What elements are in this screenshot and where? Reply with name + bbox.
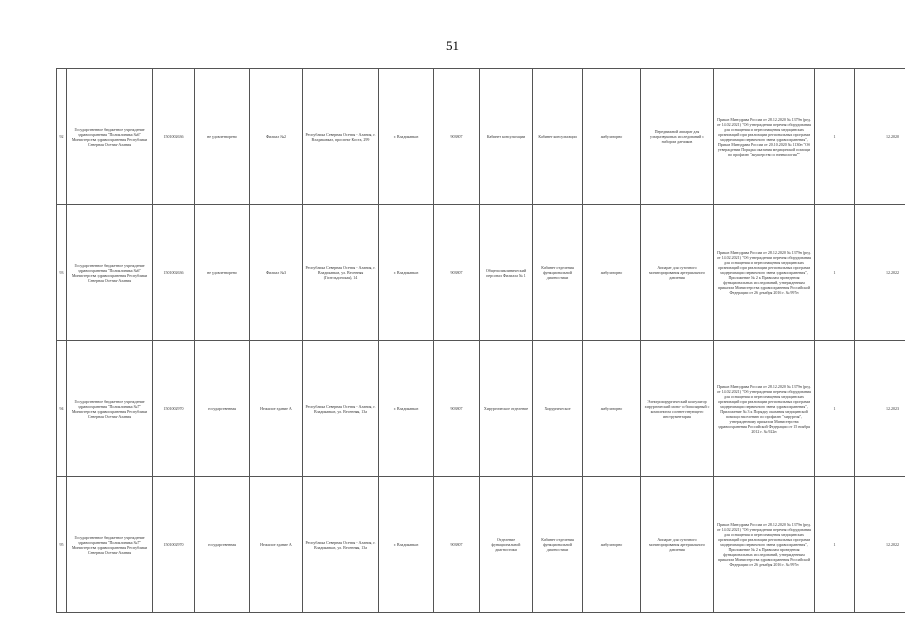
code-cell: 903807 bbox=[434, 341, 480, 477]
unit-cell: Кабинет консультации bbox=[480, 69, 533, 205]
legal-basis-cell: Приказ Минздрава России от 28.12.2020 № 1379н (ред. от 14.02.2021) "Об утверждении перечня оборудования для оснащения и переоснащения медицинских организаций при реализации региональных программ модернизации первичного звена здравоохранения", Приказ Минздрава России от 20.10.2020 № 1130н "Об утверждении Порядка оказания медицинской помощи по профилю "акушерство и гинекология"" bbox=[714, 69, 815, 205]
division-cell: Филиал №3 bbox=[250, 205, 303, 341]
quantity-cell: 1 bbox=[815, 205, 855, 341]
quantity-cell: 1 bbox=[815, 69, 855, 205]
address-cell: Республика Северная Осетия - Алания, г. Владикавказ, проспект Коста, 299 bbox=[303, 69, 379, 205]
table-row bbox=[57, 205, 905, 341]
date-cell: 12.2022 bbox=[855, 205, 905, 341]
unit-cell: Хирургическое отделение bbox=[480, 341, 533, 477]
legal-basis-cell: Приказ Минздрава России от 28.12.2020 № 1379н (ред. от 14.02.2021) "Об утверждении перечня оборудования для оснащения и переоснащения медицинских организаций при реализации региональных программ модернизации первичного звена здравоохранения", Приложение № 3 к Порядку оказания медицинской помощи населению по профилю "хирургия", утвержденному приказом Министерства здравоохранения Российской Федерации от 15 ноября 2012 г. № 922н bbox=[714, 341, 815, 477]
date-cell: 12.2020 bbox=[855, 69, 905, 205]
legal-basis-cell: Приказ Минздрава России от 28.12.2020 № 1379н (ред. от 14.02.2021) "Об утверждении перечня оборудования для оснащения и переоснащения медицинских организаций при реализации региональных программ модернизации первичного звена здравоохранения", Приложение № 2 к Правилам проведения функциональных исследований, утвержденным приказом Министерства здравоохранения Российской Федерации от 26 декабря 2016 г. № 997н bbox=[714, 477, 815, 613]
inn-cell: 1501002970 bbox=[153, 341, 195, 477]
organization-cell: Государственное бюджетное учреждение здравоохранения "Поликлиника №7" Министерства здравоохранения Республики Северная Осетия-Алания bbox=[67, 341, 153, 477]
division-cell: Нежилое здание А bbox=[250, 341, 303, 477]
city-cell: г. Владикавказ bbox=[379, 69, 434, 205]
inn-cell: 1501002636 bbox=[153, 205, 195, 341]
status-cell: государственная bbox=[195, 341, 250, 477]
table-row bbox=[57, 69, 905, 205]
city-cell: г. Владикавказ bbox=[379, 205, 434, 341]
city-cell: г. Владикавказ bbox=[379, 477, 434, 613]
division-cell: Нежилое здание А bbox=[250, 477, 303, 613]
inn-cell: 1501002636 bbox=[153, 69, 195, 205]
organization-cell: Государственное бюджетное учреждение здравоохранения "Поликлиника №7" Министерства здравоохранения Республики Северная Осетия-Алания bbox=[67, 477, 153, 613]
room-cell: Кабинет отделения функциональной диагностики bbox=[533, 205, 583, 341]
room-cell: Кабинет консультации bbox=[533, 69, 583, 205]
equipment-cell: Передвижной аппарат для ультразвуковых исследований с набором датчиков bbox=[641, 69, 714, 205]
care-type-cell: амбулаторно bbox=[583, 477, 641, 613]
unit-cell: Общеполиклинический персонал Филиала № 1 bbox=[480, 205, 533, 341]
equipment-cell: Аппарат для суточного мониторирования артериального давления bbox=[641, 205, 714, 341]
code-cell: 903807 bbox=[434, 69, 480, 205]
room-cell: Хирургическое bbox=[533, 341, 583, 477]
legal-basis-cell: Приказ Минздрава России от 28.12.2020 № 1379н (ред. от 14.02.2021) "Об утверждении перечня оборудования для оснащения и переоснащения медицинских организаций при реализации региональных программ модернизации первичного звена здравоохранения", Приложение № 2 к Правилам проведения функциональных исследований, утвержденным приказом Министерства здравоохранения Российской Федерации от 26 декабря 2016 г. № 997н bbox=[714, 205, 815, 341]
date-cell: 12.2023 bbox=[855, 341, 905, 477]
division-cell: Филиал №2 bbox=[250, 69, 303, 205]
city-cell: г. Владикавказ bbox=[379, 341, 434, 477]
table-row bbox=[57, 477, 905, 613]
room-cell: Кабинет отделения функциональной диагностики bbox=[533, 477, 583, 613]
care-type-cell: амбулаторно bbox=[583, 69, 641, 205]
equipment-cell: Аппарат для суточного мониторирования артериального давления bbox=[641, 477, 714, 613]
row-number: 93 bbox=[57, 205, 67, 341]
code-cell: 903807 bbox=[434, 477, 480, 613]
organization-cell: Государственное бюджетное учреждение здравоохранения "Поликлиника №6" Министерства здравоохранения Республики Северная Осетия-Алания bbox=[67, 69, 153, 205]
row-number: 94 bbox=[57, 341, 67, 477]
table-row bbox=[57, 341, 905, 477]
care-type-cell: амбулаторно bbox=[583, 341, 641, 477]
status-cell: не удовлетворено bbox=[195, 69, 250, 205]
status-cell: не удовлетворено bbox=[195, 205, 250, 341]
row-number: 95 bbox=[57, 477, 67, 613]
quantity-cell: 1 bbox=[815, 477, 855, 613]
quantity-cell: 1 bbox=[815, 341, 855, 477]
equipment-cell: Электрохирургический коагулятор хирургический моно- и биполярный с комплектом соответствующего инструментария bbox=[641, 341, 714, 477]
inn-cell: 1501002970 bbox=[153, 477, 195, 613]
address-cell: Республика Северная Осетия - Алания, г. Владикавказ, ул. Весенняя, 13а bbox=[303, 477, 379, 613]
code-cell: 903807 bbox=[434, 205, 480, 341]
address-cell: Республика Северная Осетия - Алания, г. Владикавказ, ул. Весенняя (Гизельдонская), 14 bbox=[303, 205, 379, 341]
page-number: 51 bbox=[446, 38, 459, 53]
register-table bbox=[56, 68, 905, 613]
unit-cell: Отделение функциональной диагностики bbox=[480, 477, 533, 613]
organization-cell: Государственное бюджетное учреждение здравоохранения "Поликлиника №6" Министерства здравоохранения Республики Северная Осетия-Алания bbox=[67, 205, 153, 341]
address-cell: Республика Северная Осетия - Алания, г. Владикавказ, ул. Весенняя, 13а bbox=[303, 341, 379, 477]
care-type-cell: амбулаторно bbox=[583, 205, 641, 341]
row-number: 92 bbox=[57, 69, 67, 205]
date-cell: 12.2022 bbox=[855, 477, 905, 613]
status-cell: государственная bbox=[195, 477, 250, 613]
